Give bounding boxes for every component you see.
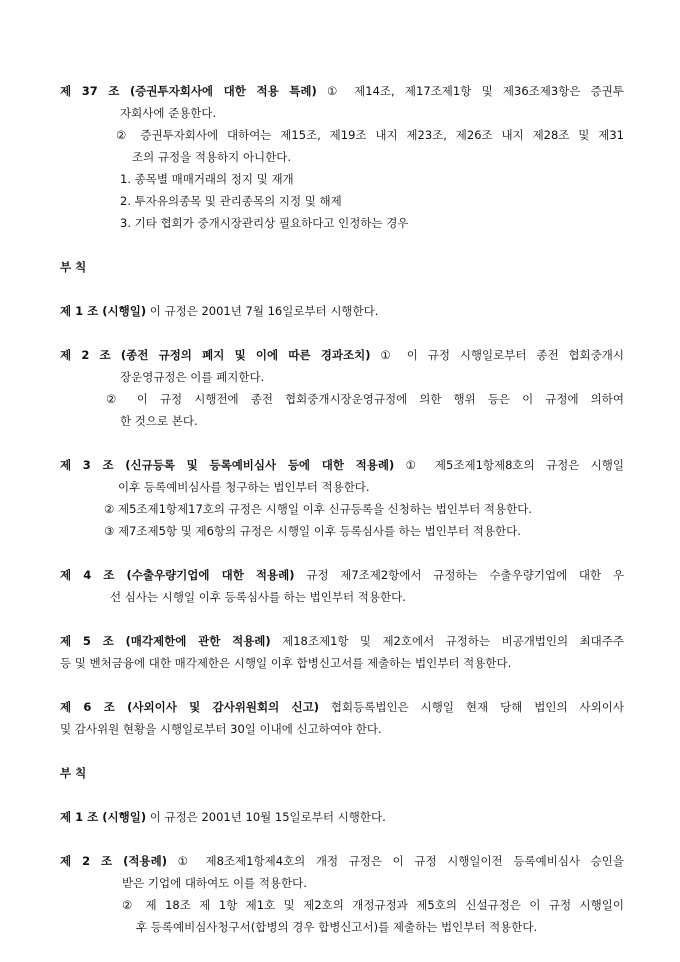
article-37-paragraph-1-start: ① 제14조, 제17조제1항 및 제36조제3항은 증권투 xyxy=(327,84,625,98)
addendum-2-article-1-text: 이 규정은 2001년 10월 15일로부터 시행한다. xyxy=(146,810,386,824)
addendum-2-article-1-heading: 제 1 조 (시행일) xyxy=(60,810,147,824)
addendum-1-article-3-line-1 xyxy=(60,454,624,476)
article-37-heading: 제 37 조 (증권투자회사에 대한 적용 특례) xyxy=(60,84,317,98)
addendum-1-title: 부 칙 xyxy=(60,260,87,274)
addendum-1-article-1-heading: 제 1 조 (시행일) xyxy=(60,304,147,318)
addendum-1-article-4-p1-cont: 선 심사는 시행일 이후 등록심사를 하는 법인부터 적용한다. xyxy=(110,590,406,604)
addendum-2-article-2-heading: 제 2 조 (적용례) xyxy=(60,854,167,868)
addendum-2-article-1 xyxy=(60,806,624,828)
addendum-2-article-2-p2-cont: 후 등록예비심사청구서(합병의 경우 합병신고서)를 제출하는 법인부터 적용한다. xyxy=(136,920,538,934)
addendum-1-article-3-p1-start: ① 제5조제1항제8호의 규정은 시행일 xyxy=(394,458,624,472)
addendum-1-article-4-line-1 xyxy=(60,564,624,586)
addendum-1-article-3-heading: 제 3 조 (신규등록 및 등록예비심사 등에 대한 적용례) xyxy=(60,458,395,472)
addendum-1-article-1-text: 이 규정은 2001년 7월 16일로부터 시행한다. xyxy=(146,304,379,318)
addendum-1-article-6-line-1 xyxy=(60,696,624,718)
addendum-1-article-3-p3: ③ 제7조제5항 및 제6항의 규정은 시행일 이후 등록심사를 하는 법인부터 적용한다. xyxy=(104,524,521,538)
article-37-item-3: 3. 기타 협회가 중개시장관리상 필요하다고 인정하는 경우 xyxy=(120,216,409,230)
addendum-1-article-3-p2: ② 제5조제1항제17호의 규정은 시행일 이후 신규등록을 신청하는 법인부터 적용한다. xyxy=(104,502,532,516)
addendum-2-article-2-p1-start: ① 제8조제1항제4호의 개정 규정은 이 규정 시행일이전 등록예비심사 승인을 xyxy=(166,854,624,868)
addendum-1-article-4-p1-start: 규정 제7조제2항에서 규정하는 수출우량기업에 대한 우 xyxy=(294,568,624,582)
addendum-1-article-2-p2-start: ② 이 규정 시행전에 종전 협회중개시장운영규정에 의한 행위 등은 이 규정에 의하여 xyxy=(106,392,624,406)
addendum-1-article-2-line-1 xyxy=(60,344,624,366)
addendum-1-article-2-p1-cont: 장운영규정은 이를 폐지한다. xyxy=(120,370,265,384)
addendum-1-article-5-p1-cont: 등 및 벤처금융에 대한 매각제한은 시행일 이후 합병신고서를 제출하는 법인부터 적용한다. xyxy=(60,656,512,670)
addendum-1-article-5-heading: 제 5 조 (매각제한에 관한 적용례) xyxy=(60,634,271,648)
addendum-2-title: 부 칙 xyxy=(60,766,87,780)
addendum-1-article-1 xyxy=(60,300,624,322)
addendum-1-article-6-heading: 제 6 조 (사외이사 및 감사위원회의 신고) xyxy=(60,700,319,714)
article-37-paragraph-2-start: ② 증권투자회사에 대하여는 제15조, 제19조 내지 제23조, 제26조 내지 제28조 및 제31 xyxy=(116,128,624,142)
article-37-paragraph-1-cont: 자회사에 준용한다. xyxy=(120,106,217,120)
addendum-1-article-6-p1-start: 협회등록법인은 시행일 현재 당해 법인의 사외이사 xyxy=(318,700,624,714)
article-37-line-1 xyxy=(60,80,624,102)
addendum-1-article-5-line-1 xyxy=(60,630,624,652)
addendum-2-article-2-p2-start: ② 제 18조 제 1항 제1호 및 제2호의 개정규정과 제5호의 신설규정은 이 규정 시행일이 xyxy=(122,898,624,912)
addendum-1-article-2-heading: 제 2 조 (종전 규정의 폐지 및 이에 따른 경과조치) xyxy=(60,348,371,362)
addendum-1-article-3-p1-cont: 이후 등록예비심사를 청구하는 법인부터 적용한다. xyxy=(118,480,370,494)
addendum-1-article-2-p1-start: ① 이 규정 시행일로부터 종전 협회중개시 xyxy=(370,348,624,362)
addendum-1-article-2-p2-cont: 한 것으로 본다. xyxy=(120,414,198,428)
article-37-paragraph-2-cont: 조의 규정을 적용하지 아니한다. xyxy=(132,150,292,164)
addendum-1-article-5-p1-start: 제18조제1항 및 제2호에서 규정하는 비공개법인의 최대주주 xyxy=(270,634,624,648)
addendum-2-article-2-p1-cont: 받은 기업에 대하여도 이를 적용한다. xyxy=(122,876,307,890)
article-37-item-2: 2. 투자유의종목 및 관리종목의 지정 및 해제 xyxy=(120,194,342,208)
article-37-item-1: 1. 종목별 매매거래의 정지 및 재개 xyxy=(120,172,294,186)
addendum-1-article-4-heading: 제 4 조 (수출우량기업에 대한 적용례) xyxy=(60,568,295,582)
addendum-1-article-6-p1-cont: 및 감사위원 현황을 시행일로부터 30일 이내에 신고하여야 한다. xyxy=(60,722,382,736)
addendum-2-article-2-line-1 xyxy=(60,850,624,872)
